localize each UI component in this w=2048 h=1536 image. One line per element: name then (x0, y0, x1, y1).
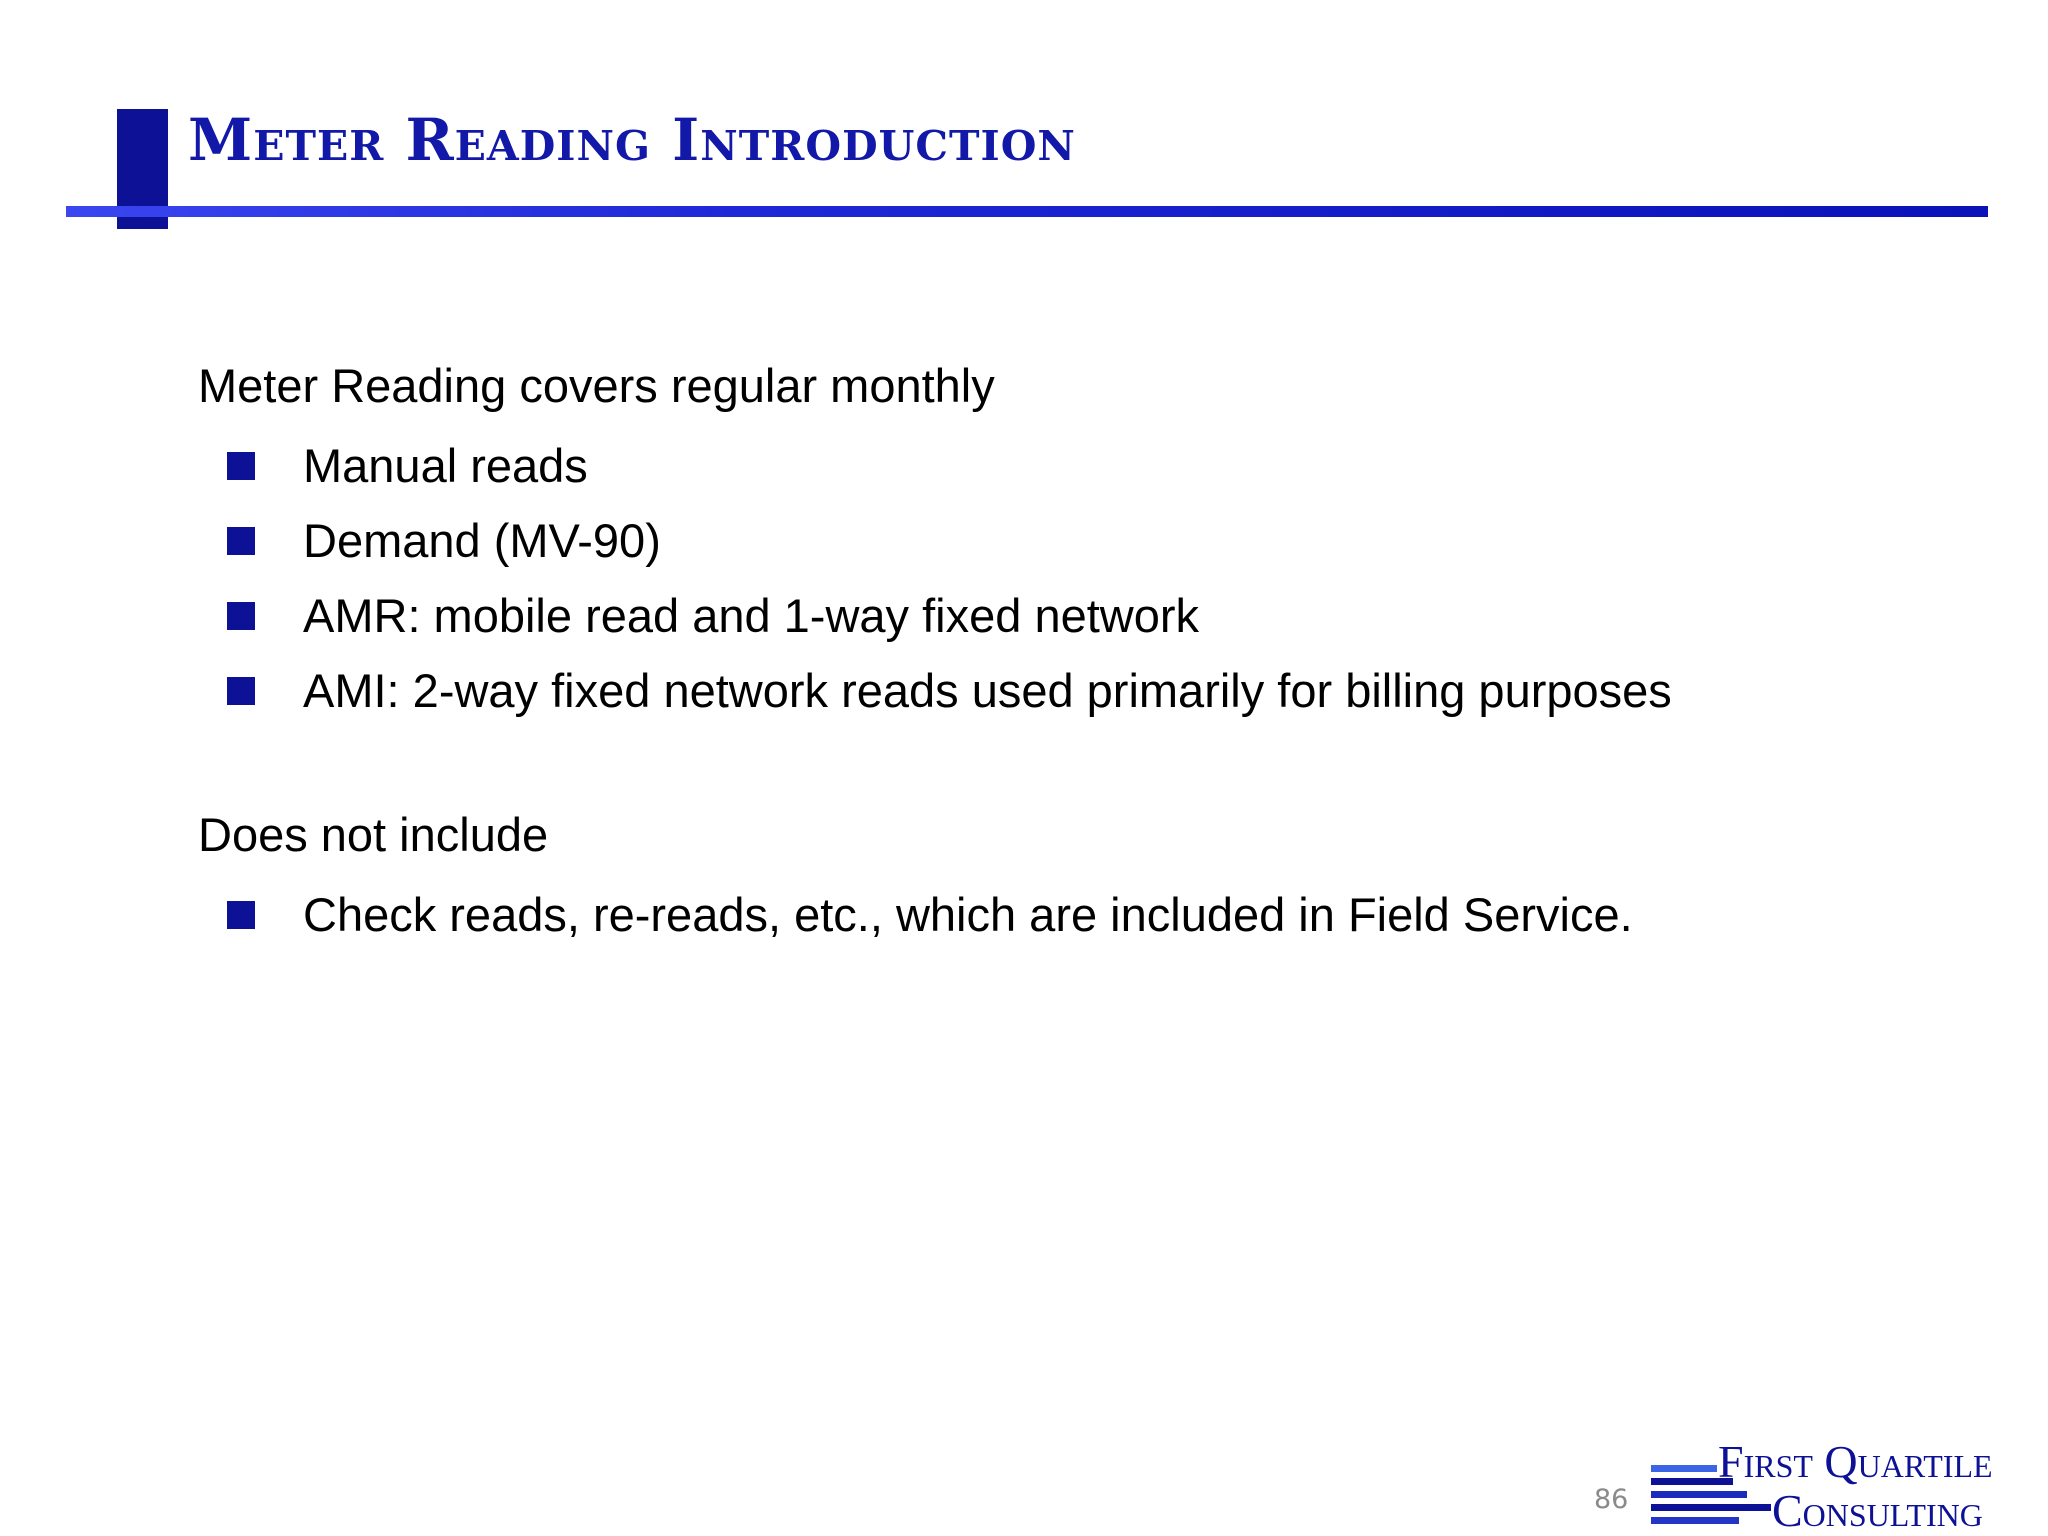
bullet-item (198, 877, 1898, 952)
page-number: 86 (1594, 1484, 1629, 1515)
square-bullet-icon (227, 901, 255, 929)
title-underline-rule (66, 206, 1988, 217)
section-covers (198, 354, 1898, 728)
slide-title: Meter Reading Introduction (188, 106, 1076, 174)
square-bullet-icon (227, 527, 255, 555)
bullet-text: Demand (MV-90) (303, 514, 661, 567)
bullet-list (198, 428, 1898, 728)
square-bullet-icon (227, 677, 255, 705)
company-logo (1644, 1430, 2044, 1530)
section-excludes (198, 803, 1898, 952)
logo-text-line1: First Quartile (1718, 1436, 1993, 1487)
bullet-list (198, 877, 1898, 952)
bullet-item (198, 428, 1898, 503)
bullet-item (198, 578, 1898, 653)
bullet-text: Check reads, re-reads, etc., which are included in Field Service. (303, 888, 1633, 941)
square-bullet-icon (227, 602, 255, 630)
bullet-text: Manual reads (303, 439, 588, 492)
bullet-text: AMI: 2-way fixed network reads used primarily for billing purposes (303, 664, 1672, 717)
slide-body (198, 354, 1898, 952)
bullet-text: AMR: mobile read and 1-way fixed network (303, 589, 1200, 642)
section-heading: Meter Reading covers regular monthly (198, 359, 995, 412)
bullet-item (198, 503, 1898, 578)
square-bullet-icon (227, 452, 255, 480)
bullet-item (198, 653, 1898, 728)
logo-text-line2: Consulting (1772, 1485, 1983, 1530)
section-heading: Does not include (198, 808, 549, 861)
